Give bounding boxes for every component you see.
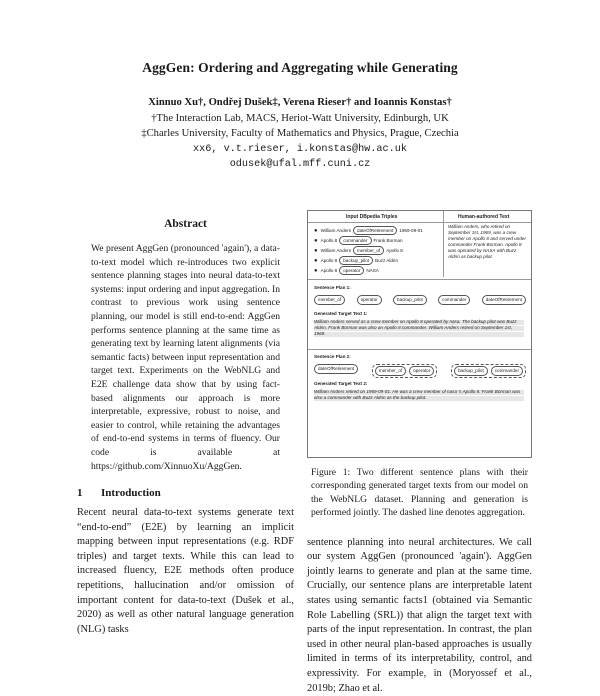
bullet-icon: ● [314,257,318,264]
gen2-label: Generated Target Text 2: [314,381,368,386]
section-rule [308,349,531,350]
triple-row [314,266,379,275]
plan2-fact: backup_pilot [454,366,488,376]
triple-predicate: backup_pilot [339,256,373,265]
plan1-row [314,295,526,305]
triple-object: 1969-09-01 [399,228,423,233]
triple-object: Frank Borman [373,238,403,243]
body-text-right: sentence planning into neural architectures. We call our system AggGen (pronounced 'again'). AggGen jointly learns to generate and plan at the same time. Crucially, our sentence plans are interpretable latent states using semantic facts1 (obtained via Semantic Role Labelling (SRL)) that align the target text with parts of the input representation. In contrast, the plan used in other neural plan-based approaches is usually limited in terms of its interpretability, control, and expressivity. For example, in (Moryossef et al., 2019b; Zhao et al. [307,536,532,694]
plan1-fact: member_of [314,295,345,305]
gen1-text: William Anders served as a crew member on Apollo 8 operated by nasa. The backup pilot was Buzz Aldrin. Frank Borman was also an Apollo 8 commander. William Anders retired on September 1st, 1969. [314,319,524,337]
bullet-icon: ● [314,237,318,244]
plan2-label: Sentence Plan 2: [314,354,351,359]
gen2-text: William Anders retired on 1969-09-01. He was a crew member of nasa 's Apollo 8. Frank Borman was also a commander with Buzz Aldrin as the backup pilot. [314,389,524,401]
section-heading-introduction [77,487,294,499]
right-column [307,210,532,696]
abstract-heading: Abstract [164,218,207,230]
section-rule [308,279,531,280]
triple-subject: Apollo 8 [320,258,338,263]
human-text-header: Human-authored Text [458,214,510,220]
bullet-icon: ● [314,247,318,254]
triple-predicate: commander [339,236,371,245]
abstract-text: We present AggGen (pronounced 'again'), a data-to-text model which re-introduces two explicit sentence planning stages into neural data-to-text systems: input ordering and input aggregation. In contrast to previous work using sentence planning, our model is still end-to-end: AggGen performs sentence planning at the same time as generating text by learning latent alignments (via semantic facts) between input representation and target text. Experiments on the WebNLG and E2E challenge data show that by using fact-based alignments our approach is more interpretable, expressive, robust to noise, and easier to control, while retaining the advantages of end-to-end systems in terms of fluency. Our code is available at https://github.com/XinnuoXu/AggGen. [91,243,280,472]
triple-predicate: dateOfRetirement [353,226,397,235]
triple-subject: William Anders [320,228,352,233]
affiliation-1: †The Interaction Lab, MACS, Heriot-Watt University, Edinburgh, UK [151,113,449,124]
aggregation-group [372,364,437,378]
plan1-fact: commander [438,295,470,305]
plan1-fact: operator [357,295,382,305]
affiliation-2: ‡Charles University, Faculty of Mathematics and Physics, Prague, Czechia [141,128,459,139]
figure-divider [443,211,444,277]
triple-row [314,246,403,255]
plan1-fact: backup_pilot [393,295,427,305]
email-line-2: odusek@ufal.mff.cuni.cz [229,159,371,170]
gen1-label: Generated Target Text 1: [314,311,368,316]
section-title: Introduction [101,487,161,500]
aggregation-group [451,364,526,378]
figure-caption: Figure 1: Two different sentence plans with their corresponding generated target texts from our model on the WebNLG dataset. Planning and generation is performed jointly. The dashed line denotes aggregation. [311,467,528,519]
triple-row [314,236,403,245]
triple-object: Apollo 8 [386,248,403,253]
bullet-icon: ● [314,267,318,274]
triple-subject: Apollo 8 [320,238,338,243]
introduction-text: Recent neural data-to-text systems generate text “end-to-end” (E2E) by learning an implicit mapping between input representations (e.g. RDF triples) and target texts. While this can lead to increased fluency, E2E methods often produce repetitions, hallucination and/or omission of important content for data-to-text (Dušek et al., 2020) as well as other natural language generation (NLG) tasks [77,507,294,635]
author-list: Xinnuo Xu†, Ondřej Dušek‡, Verena Rieser† and Ioannis Konstas† [148,97,452,108]
triple-object: NASA [366,268,379,273]
triple-row [314,256,398,265]
triple-subject: William Anders [320,248,352,253]
human-authored-text: William Anders, who retired on September 1st, 1969, was a crew member on Apollo 8 and served under commander Frank Borman. Apollo 8 was operated by NASA with Buzz Aldrin as backup pilot. [448,224,526,259]
plan2-row [314,364,526,378]
plan2-fact: commander [491,366,523,376]
plan2-fact: member_of [375,366,406,376]
header-rule [308,222,531,223]
plan1-fact: dateOfRetirement [482,295,526,305]
bullet-icon: ● [314,227,318,234]
plan1-label: Sentence Plan 1: [314,285,351,290]
plan2-fact: operator [409,366,434,376]
plan2-fact: dateOfRetirement [314,364,358,374]
triple-predicate: member_of [353,246,384,255]
paper-title: AggGen: Ordering and Aggregating while Generating [142,60,458,75]
triple-subject: Apollo 8 [320,268,338,273]
email-line-1: xx6, v.t.rieser, i.konstas@hw.ac.uk [193,144,407,155]
triples-header: Input DBpedia Triples [346,214,398,220]
figure-1 [307,210,532,458]
section-number: 1 [77,487,83,500]
triple-row [314,226,423,235]
left-column [77,218,294,637]
triple-predicate: operator [339,266,364,275]
triple-object: Buzz Aldrin [375,258,399,263]
